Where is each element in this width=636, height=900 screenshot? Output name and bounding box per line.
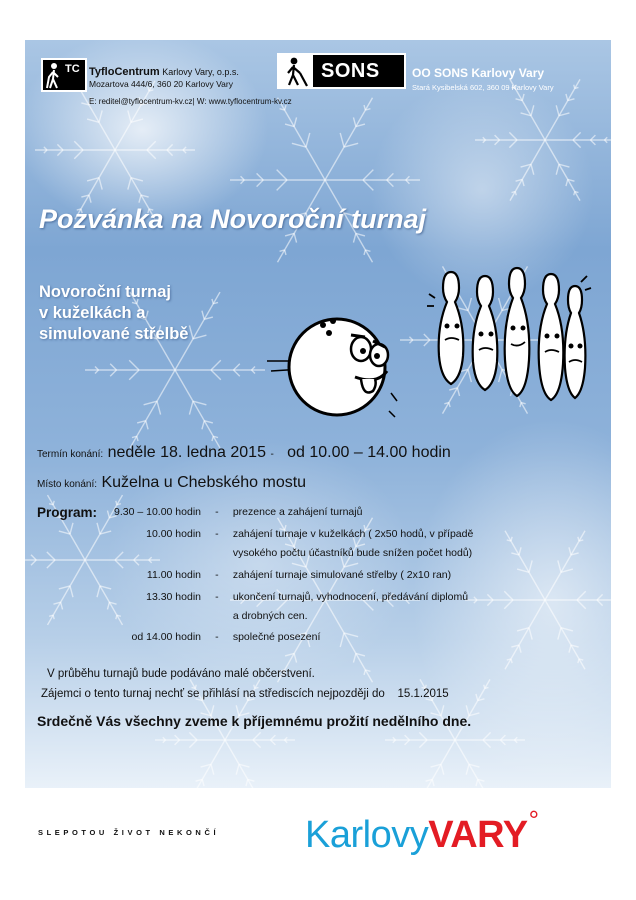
org1-suffix: Karlovy Vary, o.p.s.: [162, 67, 239, 77]
schedule-dash: -: [215, 528, 219, 540]
term-time: od 10.00 – 14.00 hodin: [287, 444, 451, 461]
schedule-time: 13.30 hodin: [146, 591, 201, 603]
schedule-time: 10.00 hodin: [146, 528, 201, 540]
sons-logo-text: SONS: [321, 59, 380, 82]
schedule-row: [25, 610, 308, 622]
schedule-time: 11.00 hodin: [146, 569, 201, 581]
subtitle-line: Novoroční turnaj: [39, 283, 172, 301]
registration-text: Zájemci o tento turnaj nechť se přihlásí na střediscích nejpozději do: [41, 688, 385, 700]
schedule-row: [25, 547, 472, 559]
schedule-time: 9.30 – 10.00 hodin: [114, 506, 201, 518]
schedule-dash: -: [215, 631, 219, 643]
org1-name: TyfloCentrum: [89, 66, 160, 78]
place-value: Kuželna u Chebského mostu: [101, 474, 307, 491]
bowling-ball-illustration: [265, 293, 405, 443]
blind-walker-icon: [43, 60, 65, 90]
schedule-dash: -: [215, 506, 219, 518]
registration-deadline: 15.1.2015: [397, 688, 449, 700]
schedule-text: společné posezení: [232, 631, 321, 643]
closing-line: Srdečně Vás všechny zveme k příjemnému prožití nedělního dne.: [37, 713, 472, 729]
schedule-row: [25, 528, 473, 540]
schedule-text: ukončení turnajů, vyhodnocení, předávání diplomů: [232, 591, 469, 603]
subtitle-line: simulované střelbě: [39, 325, 189, 343]
invitation-poster: [25, 40, 611, 788]
term-label: Termín konání:: [37, 449, 104, 460]
bowling-pins-illustration: [423, 266, 593, 416]
term-date: neděle 18. ledna 2015: [107, 444, 266, 461]
place-row: [37, 474, 306, 492]
sons-block: [412, 66, 554, 92]
kv-logo-degree: °: [528, 805, 539, 835]
schedule-text: a drobných cen.: [232, 610, 308, 622]
schedule-row: [25, 569, 451, 581]
tc-logo-text: TC: [65, 63, 80, 75]
program-label: Program:: [37, 505, 98, 520]
contact-line: E: reditel@tyflocentrum-kv.cz| W: www.tyflocentrum-kv.cz: [89, 97, 292, 106]
registration-note: [41, 688, 449, 700]
schedule-text: zahájení turnaje v kuželkách ( 2x50 hodů, v případě: [232, 528, 474, 540]
schedule-dash: -: [215, 591, 219, 603]
white-cane-walker-icon: [279, 55, 313, 87]
org1-address: Mozartova 444/6, 360 20 Karlovy Vary: [89, 79, 233, 89]
schedule-row: [25, 591, 468, 603]
org2-address: Stará Kysibelská 602, 360 09 Karlovy Vary: [412, 83, 554, 92]
karlovy-vary-logo: [305, 805, 538, 857]
schedule-row: [25, 631, 320, 643]
subtitle: [39, 282, 188, 345]
schedule-dash: -: [215, 569, 219, 581]
kv-logo-part1: Karlovy: [305, 814, 429, 856]
place-label: Místo konání:: [37, 479, 98, 490]
org2-name: OO SONS Karlovy Vary: [412, 66, 545, 80]
schedule-row: [25, 506, 362, 518]
schedule-text: vysokého počtu účastníků bude snížen počet hodů): [232, 547, 473, 559]
kv-logo-part2: VARY: [428, 814, 528, 856]
tyflocentrum-logo: [41, 58, 87, 92]
term-row: [37, 444, 451, 462]
schedule-text: prezence a zahájení turnajů: [232, 506, 363, 518]
footer-motto: SLEPOTOU ŽIVOT NEKONČÍ: [38, 828, 220, 837]
schedule-time: od 14.00 hodin: [131, 631, 201, 643]
refreshments-note: V průběhu turnajů bude podáváno malé občerstvení.: [47, 668, 315, 680]
page-title: Pozvánka na Novoroční turnaj: [39, 204, 427, 234]
tyflocentrum-block: [89, 66, 239, 89]
schedule-text: zahájení turnaje simulované střelby ( 2x10 ran): [232, 569, 452, 581]
sons-logo: [277, 53, 406, 89]
term-separator: -: [270, 449, 274, 460]
subtitle-line: v kuželkách a: [39, 304, 146, 322]
